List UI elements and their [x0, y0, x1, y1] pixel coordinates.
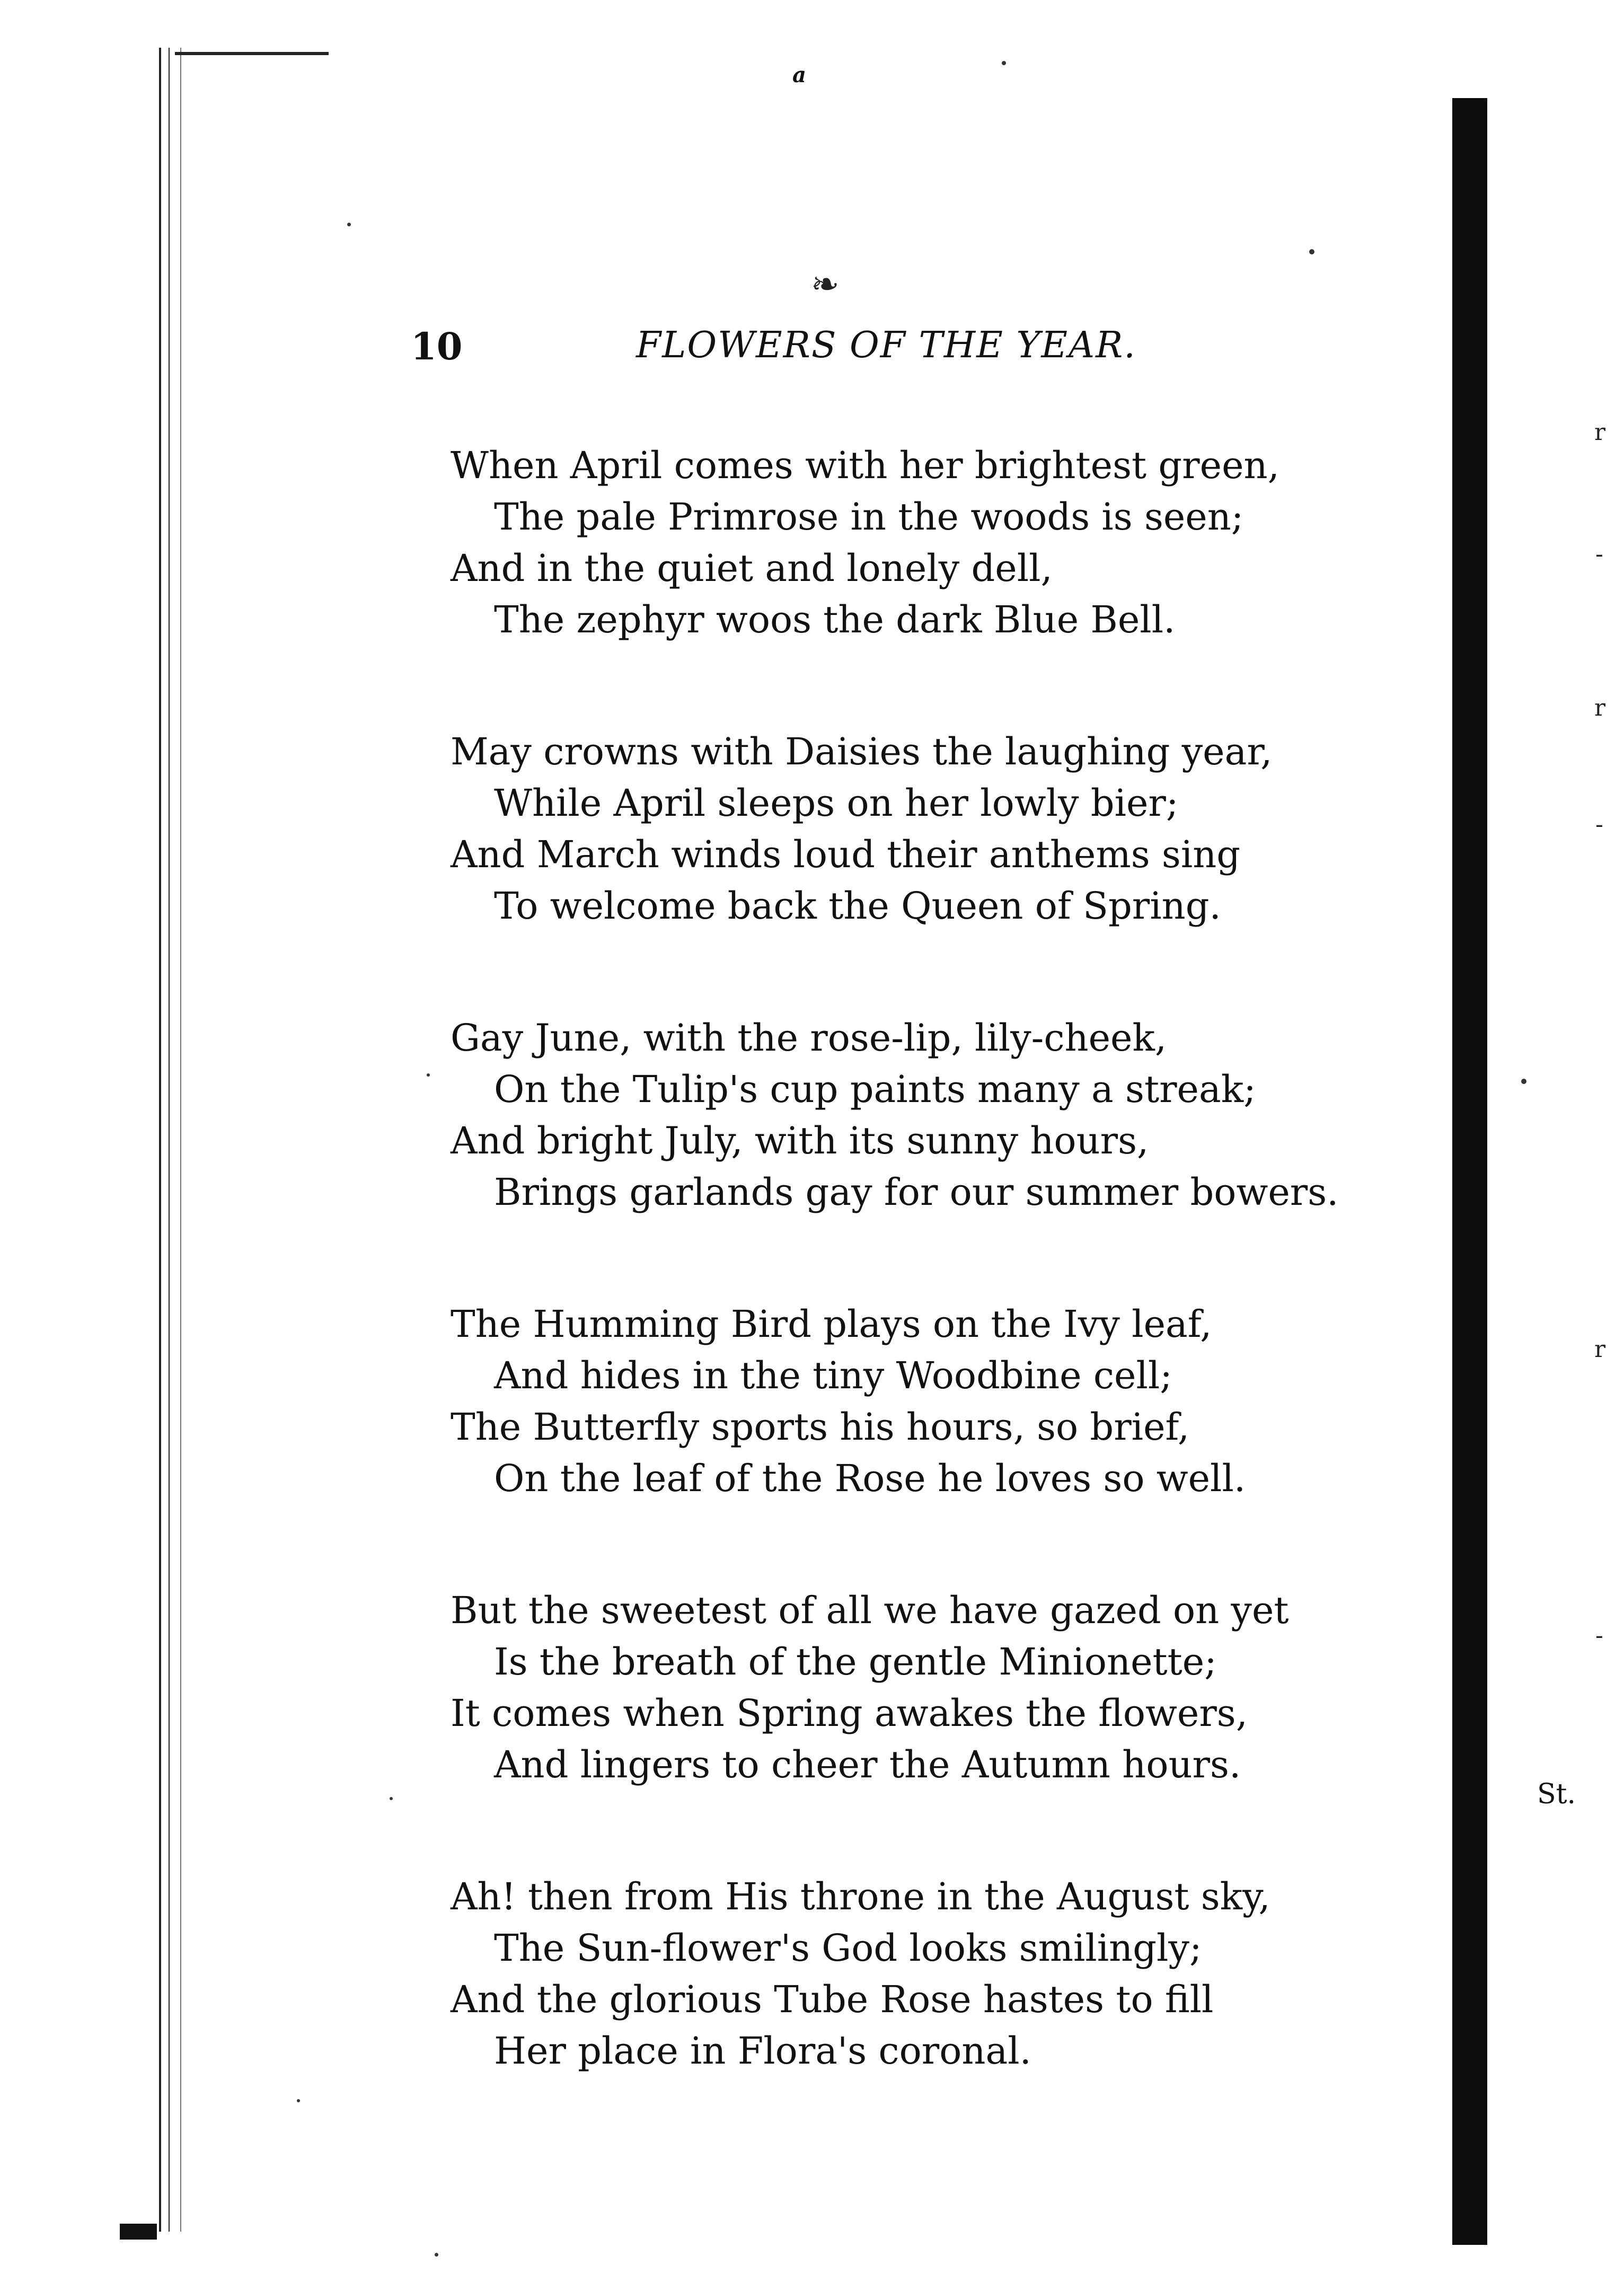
- bleed-through-mark: -: [1595, 541, 1603, 568]
- poem-line: When April comes with her brightest green,: [451, 444, 1279, 487]
- poem-line: Her place in Flora's coronal.: [494, 2029, 1031, 2073]
- signature-mark: a: [792, 63, 806, 87]
- poem-line: Brings garlands gay for our summer bowers.: [494, 1170, 1339, 1214]
- poem-line: And the glorious Tube Rose hastes to fill: [451, 1978, 1214, 2021]
- poem-line: But the sweetest of all we have gazed on yet: [451, 1589, 1289, 1632]
- paper-speck: [1521, 1079, 1526, 1084]
- bleed-through-mark: -: [1595, 811, 1603, 838]
- margin-note: St.: [1537, 1778, 1576, 1810]
- poem-line: The Sun-flower's God looks smilingly;: [494, 1926, 1202, 1970]
- poem-line: On the leaf of the Rose he loves so well.: [494, 1457, 1246, 1500]
- poem-line: Gay June, with the rose-lip, lily-cheek,: [451, 1016, 1167, 1060]
- page-number: 10: [411, 324, 463, 368]
- poem-line: On the Tulip's cup paints many a streak;: [494, 1068, 1256, 1111]
- poem-line: To welcome back the Queen of Spring.: [494, 884, 1221, 928]
- paper-speck: [297, 2099, 300, 2102]
- page-edge-shadow: [1452, 98, 1487, 2245]
- poem-line: And March winds loud their anthems sing: [451, 833, 1241, 876]
- paper-speck: [1002, 61, 1006, 65]
- poem-line: And bright July, with its sunny hours,: [451, 1119, 1149, 1162]
- poem-line: The pale Primrose in the woods is seen;: [494, 495, 1244, 539]
- poem-line: Is the breath of the gentle Minionette;: [494, 1640, 1217, 1684]
- poem-line: And lingers to cheer the Autumn hours.: [494, 1743, 1241, 1786]
- paper-speck: [427, 1073, 430, 1077]
- poem-line: It comes when Spring awakes the flowers,: [451, 1691, 1248, 1735]
- binding-edge-line: [169, 48, 170, 2232]
- bleed-through-mark: r: [1594, 694, 1606, 721]
- binding-corner: [120, 2224, 157, 2240]
- paper-speck: [390, 1797, 393, 1800]
- stanza: [451, 1585, 1325, 1791]
- paper-speck: [1309, 249, 1314, 254]
- paper-speck: [435, 2253, 438, 2257]
- paper-speck: [347, 223, 351, 226]
- stanza: [451, 440, 1325, 646]
- poem-line: The Humming Bird plays on the Ivy leaf,: [451, 1302, 1212, 1346]
- poem-line: While April sleeps on her lowly bier;: [494, 781, 1179, 825]
- stanza: [451, 726, 1325, 932]
- binding-edge-line: [180, 48, 181, 2232]
- bleed-through-mark: -: [1595, 1622, 1603, 1649]
- poem-line: The Butterfly sports his hours, so brief,: [451, 1405, 1190, 1449]
- binding-edge-line: [159, 48, 161, 2232]
- stanza: [451, 1871, 1325, 2077]
- poem-line: The zephyr woos the dark Blue Bell.: [494, 598, 1176, 641]
- stanza: [451, 1299, 1325, 1504]
- running-title: FLOWERS OF THE YEAR.: [636, 324, 1136, 366]
- poem-line: Ah! then from His throne in the August sky,: [451, 1875, 1270, 1918]
- poem-line: And hides in the tiny Woodbine cell;: [494, 1354, 1172, 1397]
- bleed-through-mark: r: [1594, 419, 1606, 446]
- poem-line: And in the quiet and lonely dell,: [451, 547, 1053, 590]
- top-rule: [175, 52, 329, 55]
- poem-line: May crowns with Daisies the laughing year,: [451, 730, 1273, 773]
- ornament-flourish: ❧: [811, 265, 840, 304]
- poem: [451, 440, 1339, 2157]
- stanza: [451, 1012, 1339, 1218]
- bleed-through-mark: r: [1594, 1336, 1606, 1363]
